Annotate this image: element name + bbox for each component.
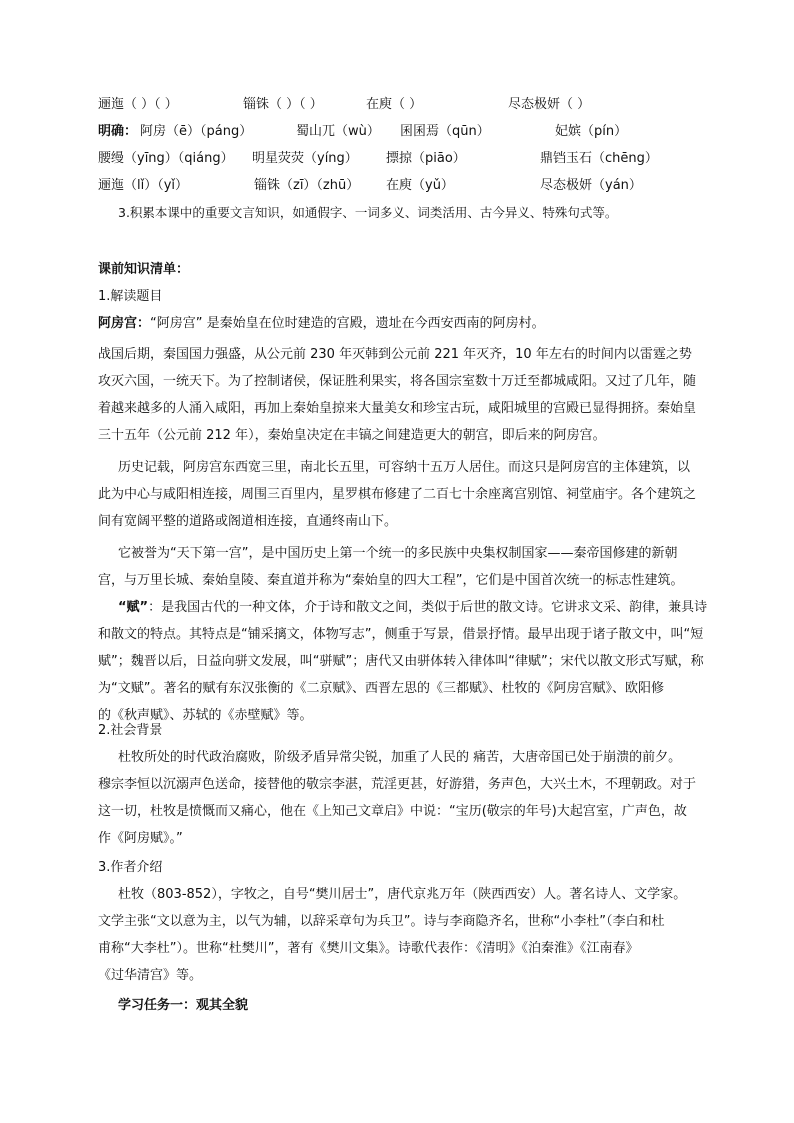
paragraph-line: 战国后期，秦国国力强盛，从公元前 230 年灭韩到公元前 221 年灭齐，10 年左右的时间内以雷霆之势	[98, 347, 692, 362]
learning-goal-3: 3.积累本课中的重要文言知识，如通假字、一词多义、词类活用、古今异义、特殊句式等。	[118, 205, 618, 220]
paragraph-line: 作《阿房赋》。”	[98, 831, 183, 846]
paragraph-line: 历史记载，阿房宫东西宽三里，南北长五里，可容纳十五万人居住。而这只是阿房宫的主体建筑，以	[118, 460, 691, 475]
pinyin-answer-e: 腰缦（yīng）（qiáng）	[98, 151, 234, 166]
fu-term: “赋”	[118, 600, 149, 615]
pinyin-answer-h: 鼎铛玉石（chēng）	[540, 151, 658, 166]
fu-line-text: ：是我国古代的一种文体，介于诗和散文之间，类似于后世的散文诗。它讲求文采、韵律，兼具诗	[148, 600, 708, 615]
pinyin-answer-g: 摽掠（piāo）	[386, 151, 466, 166]
history-paragraph-1	[98, 341, 718, 449]
history-paragraph-2	[98, 454, 718, 535]
pinyin-question-d: 尽态极妍（ ）	[508, 97, 591, 112]
pinyin-answer-c: 囷囷焉（qūn）	[400, 124, 490, 139]
pinyin-answer-a: 阿房（ē）（páng）	[140, 124, 253, 139]
paragraph-line: 攻灭六国，一统天下。为了控制诸侯，保证胜利果实，将各国宗室数十万迁至都城咸阳。又过了几年，随	[98, 374, 697, 389]
author-paragraph	[98, 881, 718, 989]
paragraph-line: 赋”；魏晋以后，日益向骈文发展，叫“骈赋”；唐代又由骈体转入律体叫“律赋”；宋代以散文形式写赋，称	[98, 654, 704, 669]
paragraph-line: 三十五年（公元前 212 年），秦始皇决定在丰镐之间建造更大的朝宫，即后来的阿房宫。	[98, 428, 606, 443]
paragraph-line: 宫，与万里长城、秦始皇陵、秦直道并称为“秦始皇的四大工程”，它们是中国首次统一的标志性建筑。	[98, 573, 684, 588]
answer-label: 明确：	[98, 124, 138, 139]
section-heading-author: 3.作者介绍	[98, 860, 163, 875]
background-paragraph	[98, 744, 718, 852]
paragraph-line: 杜牧所处的时代政治腐败，阶级矛盾异常尖锐，加重了人民的 痛苦，大唐帝国已处于崩溃的前夕。	[118, 750, 682, 765]
history-paragraph-3	[98, 540, 718, 594]
title-definition: “阿房宫” 是秦始皇在位时建造的宫殿，遗址在今西安西南的阿房村。	[150, 316, 545, 331]
paragraph-line: 穆宗李恒以沉溺声色送命，接替他的敬宗李湛，荒淫更甚，好游猎，务声色，大兴土木，不理朝政。对于	[98, 777, 697, 792]
paragraph-line: 的《秋声赋》、苏轼的《赤壁赋》等。	[98, 708, 313, 723]
pinyin-answer-d: 妃嫔（pín）	[555, 124, 628, 139]
section-heading-title: 1.解读题目	[98, 289, 163, 304]
paragraph-line: 和散文的特点。其特点是“铺采摛文，体物写志”，侧重于写景，借景抒情。最早出现于诸子散文中，叫“短	[98, 627, 704, 642]
pinyin-answer-l: 尽态极妍（yán）	[540, 178, 642, 193]
pinyin-answer-k: 在庾（yǔ）	[386, 178, 454, 193]
pinyin-question-b: 锱铢（ ）（ ）	[243, 97, 323, 112]
checklist-heading: 课前知识清单：	[98, 262, 190, 277]
title-explanation	[98, 314, 545, 334]
fu-genre-paragraph	[98, 594, 718, 729]
pinyin-question-a: 逦迤（ ）（ ）	[98, 97, 178, 112]
paragraph-line: 文学主张“文以意为主，以气为辅，以辞采章句为兵卫”。诗与李商隐齐名，世称“小李杜”（李白和杜	[98, 914, 665, 929]
title-term: 阿房宫：	[98, 316, 151, 331]
pinyin-answer-b: 蜀山兀（wù）	[296, 124, 380, 139]
pinyin-question-c: 在庾（ ）	[366, 97, 423, 112]
paragraph-line: 为“文赋”。著名的赋有东汉张衡的《二京赋》、西晋左思的《三都赋》、杜牧的《阿房宫赋》、欧阳修	[98, 681, 664, 696]
paragraph-line: 《过华清宫》等。	[98, 968, 203, 983]
paragraph-line: 着越来越多的人涌入咸阳，再加上秦始皇掠来大量美女和珍宝古玩，咸阳城里的宫殿已显得拥挤。秦始皇	[98, 401, 697, 416]
paragraph-line: 间有宽阔平整的道路或阁道相连接，直通终南山下。	[98, 514, 398, 529]
task-one-heading: 学习任务一：观其全貌	[118, 998, 249, 1013]
pinyin-answer-j: 锱铢（zī）（zhū）	[254, 178, 360, 193]
paragraph-line: 杜牧（803-852），字牧之，自号“樊川居士”，唐代京兆万年（陕西西安）人。著名诗人、文学家。	[118, 887, 687, 902]
section-heading-background: 2.社会背景	[98, 723, 163, 738]
paragraph-line	[98, 594, 718, 621]
paragraph-line: 甫称“大李杜”）。世称“杜樊川”，著有《樊川文集》。诗歌代表作：《清明》《泊秦淮》《江南春》	[98, 941, 639, 956]
paragraph-line: 它被誉为“天下第一宫”，是中国历史上第一个统一的多民族中央集权制国家——秦帝国修建的新朝	[118, 546, 678, 561]
pinyin-answer-f: 明星荧荧（yíng）	[252, 151, 358, 166]
pinyin-answer-i: 逦迤（lǐ）（yǐ）	[98, 178, 189, 193]
paragraph-line: 这一切，杜牧是愤慨而又痛心，他在《上知己文章启》中说：“宝历(敬宗的年号)大起宫室，广声色，故	[98, 804, 687, 819]
paragraph-line: 此为中心与咸阳相连接，周围三百里内，星罗棋布修建了二百七十余座离宫别馆、祠堂庙宇。各个建筑之	[98, 487, 697, 502]
